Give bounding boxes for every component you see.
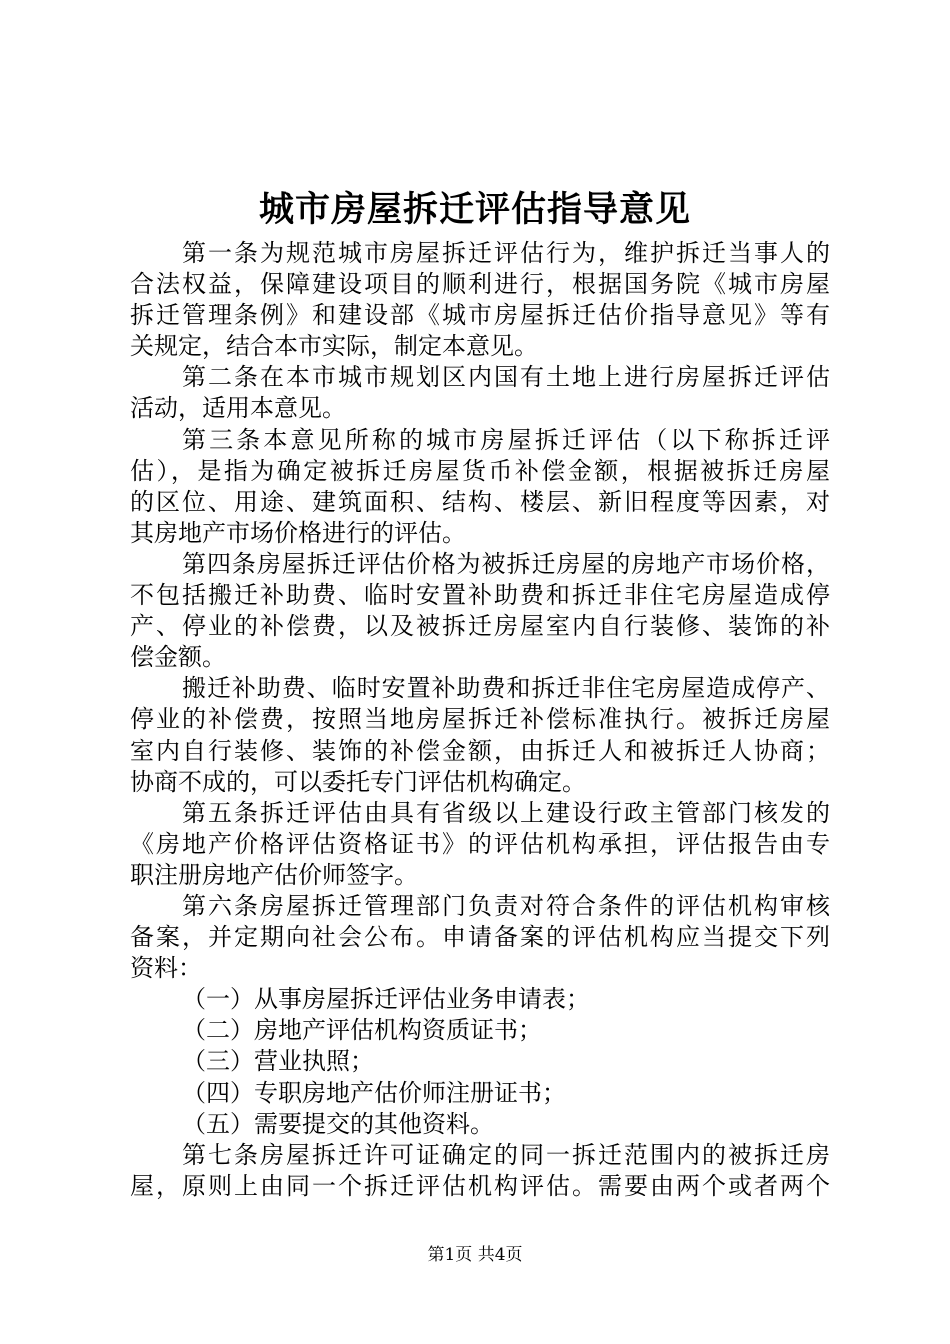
document-title: 城市房屋拆迁评估指导意见 [258, 189, 691, 230]
body-line: （二）房地产评估机构资质证书； [182, 1016, 542, 1045]
body-line: 活动，适用本意见。 [130, 394, 346, 423]
page-footer: 第1页 共4页 [427, 1245, 523, 1265]
body-line: 停业的补偿费，按照当地房屋拆迁补偿标准执行。被拆迁房屋 [130, 705, 830, 734]
body-line: 拆迁管理条例》和建设部《城市房屋拆迁估价指导意见》等有 [130, 301, 830, 330]
body-line: （三）营业执照； [182, 1047, 374, 1076]
body-line: 资料： [130, 954, 202, 983]
body-line: 第一条为规范城市房屋拆迁评估行为，维护拆迁当事人的 [182, 239, 830, 267]
body-line: 第六条房屋拆迁管理部门负责对符合条件的评估机构审核 [182, 891, 830, 920]
body-line: 《房地产价格评估资格证书》的评估机构承担，评估报告由专 [130, 829, 830, 858]
body-line: （一）从事房屋拆迁评估业务申请表； [182, 985, 590, 1014]
body-line: 其房地产市场价格进行的评估。 [130, 518, 466, 547]
body-line: 协商不成的，可以委托专门评估机构确定。 [130, 767, 586, 796]
body-line: 搬迁补助费、临时安置补助费和拆迁非住宅房屋造成停产、 [182, 674, 830, 703]
document-body [130, 238, 830, 1202]
body-line: 第七条房屋拆迁许可证确定的同一拆迁范围内的被拆迁房 [182, 1140, 830, 1169]
body-line: （五）需要提交的其他资料。 [182, 1109, 494, 1138]
body-line: 不包括搬迁补助费、临时安置补助费和拆迁非住宅房屋造成停 [130, 581, 830, 610]
body-line: 合法权益，保障建设项目的顺利进行，根据国务院《城市房屋 [130, 270, 830, 299]
body-line: （四）专职房地产估价师注册证书； [182, 1078, 566, 1107]
body-line: 第二条在本市城市规划区内国有土地上进行房屋拆迁评估 [182, 363, 830, 392]
body-line: 第五条拆迁评估由具有省级以上建设行政主管部门核发的 [182, 798, 830, 827]
body-line: 第四条房屋拆迁评估价格为被拆迁房屋的房地产市场价格， [182, 549, 830, 578]
body-line: 第三条本意见所称的城市房屋拆迁评估（以下称拆迁评 [182, 425, 830, 454]
body-line: 估），是指为确定被拆迁房屋货币补偿金额，根据被拆迁房屋 [130, 456, 830, 485]
body-line: 职注册房地产估价师签字。 [130, 860, 418, 889]
body-line: 的区位、用途、建筑面积、结构、楼层、新旧程度等因素，对 [130, 487, 830, 516]
body-line: 室内自行装修、装饰的补偿金额，由拆迁人和被拆迁人协商； [130, 736, 830, 765]
body-line: 偿金额。 [130, 643, 226, 672]
body-line: 关规定，结合本市实际，制定本意见。 [130, 332, 538, 361]
body-line: 备案，并定期向社会公布。申请备案的评估机构应当提交下列 [130, 923, 830, 952]
body-line: 屋，原则上由同一个拆迁评估机构评估。需要由两个或者两个 [130, 1171, 830, 1200]
body-line: 产、停业的补偿费，以及被拆迁房屋室内自行装修、装饰的补 [130, 612, 830, 641]
